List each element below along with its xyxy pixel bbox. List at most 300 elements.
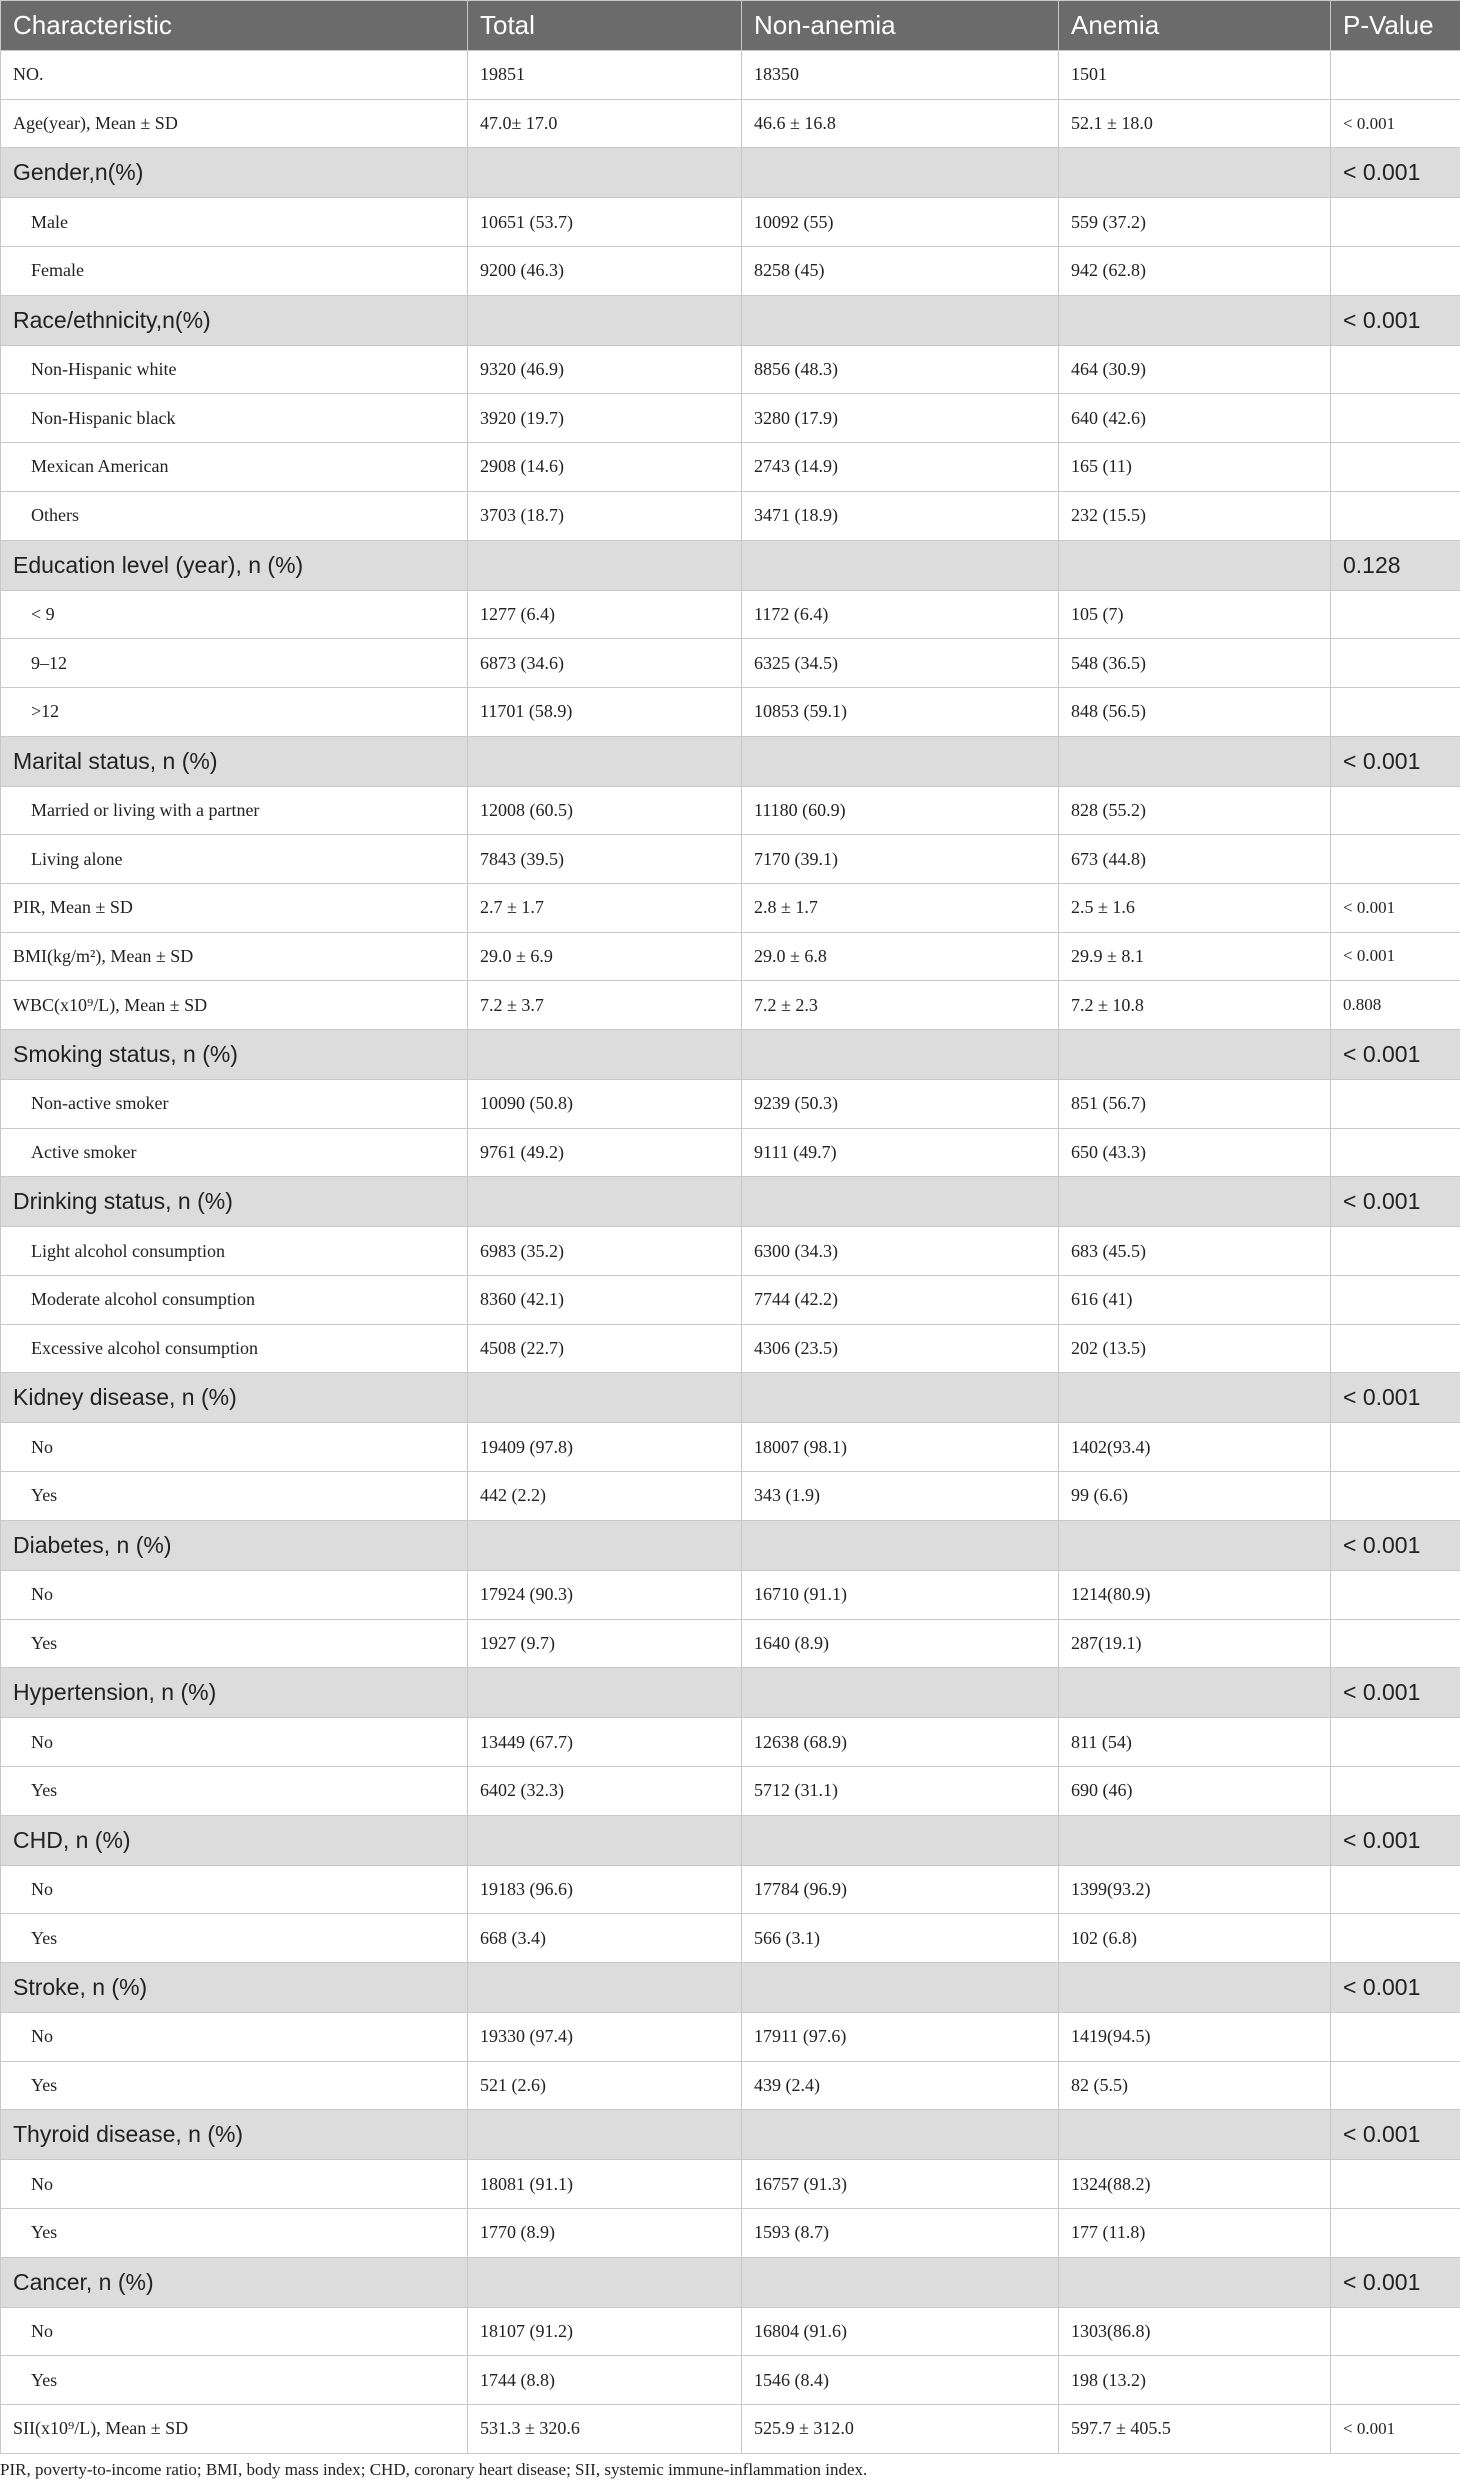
anemia-cell: 82 (5.5) [1059,2061,1331,2110]
characteristic-cell: Non-Hispanic black [1,394,468,443]
table-row [1,394,1460,443]
group-header-row [1,736,1460,786]
group-header-row [1,1030,1460,1080]
anemia-cell: 2.5 ± 1.6 [1059,883,1331,932]
table-row [1,1276,1460,1325]
characteristic-cell: Mexican American [1,443,468,492]
table-row [1,1766,1460,1815]
non-anemia-cell: 1546 (8.4) [742,2356,1059,2405]
non-anemia-cell: 5712 (31.1) [742,1766,1059,1815]
total-cell [468,1962,742,2012]
anemia-cell [1059,1373,1331,1423]
p-value-cell: < 0.001 [1331,736,1460,786]
non-anemia-cell [742,736,1059,786]
p-value-cell: < 0.001 [1331,1373,1460,1423]
anemia-cell: 52.1 ± 18.0 [1059,99,1331,148]
anemia-cell: 616 (41) [1059,1276,1331,1325]
total-cell: 7.2 ± 3.7 [468,981,742,1030]
characteristic-cell: Light alcohol consumption [1,1227,468,1276]
table-row [1,786,1460,835]
characteristic-cell: Education level (year), n (%) [1,540,468,590]
total-cell: 10090 (50.8) [468,1080,742,1129]
table-row [1,51,1460,100]
total-cell: 7843 (39.5) [468,835,742,884]
non-anemia-cell: 3280 (17.9) [742,394,1059,443]
p-value-cell [1331,1472,1460,1521]
total-cell: 12008 (60.5) [468,786,742,835]
total-cell: 3920 (19.7) [468,394,742,443]
non-anemia-cell: 7170 (39.1) [742,835,1059,884]
non-anemia-cell: 7744 (42.2) [742,1276,1059,1325]
p-value-cell [1331,247,1460,296]
anemia-cell [1059,1815,1331,1865]
non-anemia-cell: 525.9 ± 312.0 [742,2405,1059,2454]
anemia-cell: 848 (56.5) [1059,687,1331,736]
group-header-row [1,1373,1460,1423]
table-row [1,1080,1460,1129]
total-cell: 6983 (35.2) [468,1227,742,1276]
p-value-cell: < 0.001 [1331,1668,1460,1718]
characteristic-cell: Active smoker [1,1128,468,1177]
p-value-cell [1331,1570,1460,1619]
total-cell: 29.0 ± 6.9 [468,932,742,981]
p-value-cell: < 0.001 [1331,1520,1460,1570]
non-anemia-cell [742,1962,1059,2012]
table-row [1,247,1460,296]
anemia-cell: 942 (62.8) [1059,247,1331,296]
anemia-cell: 105 (7) [1059,590,1331,639]
anemia-cell [1059,540,1331,590]
header-anemia: Anemia [1059,1,1331,51]
total-cell: 1277 (6.4) [468,590,742,639]
table-row [1,932,1460,981]
p-value-cell [1331,2356,1460,2405]
total-cell: 531.3 ± 320.6 [468,2405,742,2454]
characteristic-cell: Yes [1,2209,468,2258]
non-anemia-cell: 7.2 ± 2.3 [742,981,1059,1030]
p-value-cell: < 0.001 [1331,2257,1460,2307]
p-value-cell [1331,639,1460,688]
header-row [1,1,1460,51]
p-value-cell [1331,2160,1460,2209]
anemia-cell: 102 (6.8) [1059,1914,1331,1963]
characteristic-cell: Yes [1,2061,468,2110]
total-cell: 1744 (8.8) [468,2356,742,2405]
total-cell [468,736,742,786]
characteristic-cell: Moderate alcohol consumption [1,1276,468,1325]
total-cell [468,540,742,590]
characteristic-cell: Smoking status, n (%) [1,1030,468,1080]
group-header-row [1,1815,1460,1865]
table-row [1,835,1460,884]
total-cell: 13449 (67.7) [468,1718,742,1767]
table-footnote: PIR, poverty-to-income ratio; BMI, body mass index; CHD, coronary heart disease; SII, systemic immune-inflammation index. [0,2460,868,2479]
total-cell [468,148,742,198]
table-row [1,2160,1460,2209]
p-value-cell [1331,51,1460,100]
total-cell: 19183 (96.6) [468,1865,742,1914]
group-header-row [1,1668,1460,1718]
characteristic-cell: NO. [1,51,468,100]
header-characteristic: Characteristic [1,1,468,51]
p-value-cell: 0.128 [1331,540,1460,590]
non-anemia-cell: 10853 (59.1) [742,687,1059,736]
p-value-cell: 0.808 [1331,981,1460,1030]
anemia-cell: 1501 [1059,51,1331,100]
non-anemia-cell [742,295,1059,345]
p-value-cell [1331,687,1460,736]
p-value-cell: < 0.001 [1331,148,1460,198]
anemia-cell: 559 (37.2) [1059,198,1331,247]
characteristic-cell: < 9 [1,590,468,639]
characteristic-cell: No [1,1423,468,1472]
total-cell: 8360 (42.1) [468,1276,742,1325]
characteristic-cell: Marital status, n (%) [1,736,468,786]
total-cell: 19851 [468,51,742,100]
p-value-cell [1331,590,1460,639]
p-value-cell: < 0.001 [1331,99,1460,148]
table-row [1,2307,1460,2356]
p-value-cell: < 0.001 [1331,932,1460,981]
p-value-cell [1331,345,1460,394]
total-cell: 2.7 ± 1.7 [468,883,742,932]
characteristic-cell: No [1,1865,468,1914]
total-cell: 18107 (91.2) [468,2307,742,2356]
p-value-cell [1331,491,1460,540]
non-anemia-cell: 46.6 ± 16.8 [742,99,1059,148]
group-header-row [1,1177,1460,1227]
non-anemia-cell [742,1373,1059,1423]
characteristic-cell: Yes [1,1619,468,1668]
table-row [1,1914,1460,1963]
non-anemia-cell: 4306 (23.5) [742,1324,1059,1373]
total-cell: 6873 (34.6) [468,639,742,688]
characteristic-cell: Gender,n(%) [1,148,468,198]
characteristic-cell: >12 [1,687,468,736]
anemia-cell: 198 (13.2) [1059,2356,1331,2405]
anemia-cell: 7.2 ± 10.8 [1059,981,1331,1030]
total-cell: 18081 (91.1) [468,2160,742,2209]
anemia-cell [1059,295,1331,345]
p-value-cell [1331,786,1460,835]
characteristic-cell: No [1,1718,468,1767]
anemia-cell [1059,1520,1331,1570]
non-anemia-cell: 566 (3.1) [742,1914,1059,1963]
anemia-cell: 1399(93.2) [1059,1865,1331,1914]
table-row [1,1570,1460,1619]
p-value-cell [1331,1766,1460,1815]
table-row [1,2356,1460,2405]
anemia-cell: 177 (11.8) [1059,2209,1331,2258]
non-anemia-cell: 16757 (91.3) [742,2160,1059,2209]
p-value-cell [1331,2012,1460,2061]
total-cell [468,1815,742,1865]
anemia-cell: 828 (55.2) [1059,786,1331,835]
anemia-cell: 232 (15.5) [1059,491,1331,540]
table-row [1,2209,1460,2258]
characteristic-cell: Yes [1,1914,468,1963]
non-anemia-cell: 17784 (96.9) [742,1865,1059,1914]
table-body [1,51,1460,2454]
anemia-cell: 1303(86.8) [1059,2307,1331,2356]
characteristic-cell: Female [1,247,468,296]
non-anemia-cell [742,2110,1059,2160]
anemia-cell: 99 (6.6) [1059,1472,1331,1521]
anemia-cell: 202 (13.5) [1059,1324,1331,1373]
anemia-cell: 811 (54) [1059,1718,1331,1767]
non-anemia-cell: 343 (1.9) [742,1472,1059,1521]
anemia-cell: 548 (36.5) [1059,639,1331,688]
characteristic-cell: Yes [1,2356,468,2405]
anemia-cell: 851 (56.7) [1059,1080,1331,1129]
anemia-cell: 1324(88.2) [1059,2160,1331,2209]
non-anemia-cell [742,1520,1059,1570]
p-value-cell [1331,1619,1460,1668]
anemia-cell: 165 (11) [1059,443,1331,492]
p-value-cell [1331,2307,1460,2356]
header-total: Total [468,1,742,51]
total-cell: 11701 (58.9) [468,687,742,736]
anemia-cell [1059,1177,1331,1227]
group-header-row [1,2110,1460,2160]
p-value-cell: < 0.001 [1331,1815,1460,1865]
group-header-row [1,540,1460,590]
p-value-cell [1331,1080,1460,1129]
non-anemia-cell: 10092 (55) [742,198,1059,247]
anemia-cell [1059,148,1331,198]
anemia-cell [1059,1962,1331,2012]
non-anemia-cell [742,1815,1059,1865]
total-cell: 1927 (9.7) [468,1619,742,1668]
non-anemia-cell: 1593 (8.7) [742,2209,1059,2258]
characteristic-cell: Married or living with a partner [1,786,468,835]
anemia-cell: 690 (46) [1059,1766,1331,1815]
characteristic-cell: No [1,2307,468,2356]
total-cell: 2908 (14.6) [468,443,742,492]
characteristic-cell: Race/ethnicity,n(%) [1,295,468,345]
non-anemia-cell: 16710 (91.1) [742,1570,1059,1619]
total-cell [468,2257,742,2307]
total-cell: 9320 (46.9) [468,345,742,394]
p-value-cell: < 0.001 [1331,2110,1460,2160]
characteristic-cell: Kidney disease, n (%) [1,1373,468,1423]
characteristic-cell: Yes [1,1472,468,1521]
non-anemia-cell: 29.0 ± 6.8 [742,932,1059,981]
characteristic-cell: SII(x10⁹/L), Mean ± SD [1,2405,468,2454]
characteristic-cell: Thyroid disease, n (%) [1,2110,468,2160]
non-anemia-cell [742,1668,1059,1718]
p-value-cell: < 0.001 [1331,295,1460,345]
total-cell: 19330 (97.4) [468,2012,742,2061]
non-anemia-cell: 6300 (34.3) [742,1227,1059,1276]
anemia-cell: 640 (42.6) [1059,394,1331,443]
group-header-row [1,2257,1460,2307]
table-row [1,639,1460,688]
anemia-cell: 464 (30.9) [1059,345,1331,394]
anemia-cell: 650 (43.3) [1059,1128,1331,1177]
characteristic-cell: WBC(x10⁹/L), Mean ± SD [1,981,468,1030]
group-header-row [1,1520,1460,1570]
table-row [1,590,1460,639]
anemia-cell: 29.9 ± 8.1 [1059,932,1331,981]
table-row [1,1227,1460,1276]
anemia-cell [1059,2110,1331,2160]
p-value-cell [1331,1227,1460,1276]
non-anemia-cell: 8856 (48.3) [742,345,1059,394]
p-value-cell [1331,1865,1460,1914]
anemia-cell [1059,736,1331,786]
header-non-anemia: Non-anemia [742,1,1059,51]
table-row [1,1128,1460,1177]
characteristic-cell: Hypertension, n (%) [1,1668,468,1718]
characteristic-cell: PIR, Mean ± SD [1,883,468,932]
characteristic-cell: No [1,2160,468,2209]
non-anemia-cell: 1640 (8.9) [742,1619,1059,1668]
non-anemia-cell [742,1177,1059,1227]
characteristic-cell: Drinking status, n (%) [1,1177,468,1227]
table-row [1,1324,1460,1373]
characteristic-cell: Cancer, n (%) [1,2257,468,2307]
non-anemia-cell [742,2257,1059,2307]
non-anemia-cell: 439 (2.4) [742,2061,1059,2110]
non-anemia-cell: 11180 (60.9) [742,786,1059,835]
non-anemia-cell: 17911 (97.6) [742,2012,1059,2061]
characteristic-cell: CHD, n (%) [1,1815,468,1865]
p-value-cell [1331,1128,1460,1177]
non-anemia-cell [742,1030,1059,1080]
p-value-cell [1331,1423,1460,1472]
table-row [1,883,1460,932]
table-row [1,2061,1460,2110]
total-cell [468,1373,742,1423]
total-cell: 9200 (46.3) [468,247,742,296]
p-value-cell [1331,394,1460,443]
header-p-value: P-Value [1331,1,1460,51]
non-anemia-cell: 2743 (14.9) [742,443,1059,492]
anemia-cell: 1419(94.5) [1059,2012,1331,2061]
characteristic-cell: 9–12 [1,639,468,688]
table-row [1,687,1460,736]
total-cell: 47.0± 17.0 [468,99,742,148]
characteristic-cell: Excessive alcohol consumption [1,1324,468,1373]
total-cell: 1770 (8.9) [468,2209,742,2258]
anemia-cell: 683 (45.5) [1059,1227,1331,1276]
total-cell: 6402 (32.3) [468,1766,742,1815]
group-header-row [1,295,1460,345]
characteristic-cell: No [1,2012,468,2061]
anemia-cell [1059,1030,1331,1080]
non-anemia-cell [742,540,1059,590]
table-row [1,99,1460,148]
table-row [1,198,1460,247]
characteristic-cell: Diabetes, n (%) [1,1520,468,1570]
total-cell: 17924 (90.3) [468,1570,742,1619]
non-anemia-cell [742,148,1059,198]
group-header-row [1,148,1460,198]
total-cell [468,1520,742,1570]
p-value-cell: < 0.001 [1331,1962,1460,2012]
p-value-cell [1331,1276,1460,1325]
total-cell: 3703 (18.7) [468,491,742,540]
non-anemia-cell: 12638 (68.9) [742,1718,1059,1767]
p-value-cell [1331,198,1460,247]
table-row [1,2405,1460,2454]
non-anemia-cell: 18350 [742,51,1059,100]
table-row [1,1619,1460,1668]
p-value-cell: < 0.001 [1331,1177,1460,1227]
p-value-cell [1331,835,1460,884]
p-value-cell [1331,2209,1460,2258]
characteristic-cell: Living alone [1,835,468,884]
total-cell: 521 (2.6) [468,2061,742,2110]
non-anemia-cell: 16804 (91.6) [742,2307,1059,2356]
non-anemia-cell: 9111 (49.7) [742,1128,1059,1177]
total-cell: 442 (2.2) [468,1472,742,1521]
p-value-cell: < 0.001 [1331,2405,1460,2454]
table-row [1,443,1460,492]
anemia-cell: 1402(93.4) [1059,1423,1331,1472]
non-anemia-cell: 3471 (18.9) [742,491,1059,540]
characteristic-cell: Age(year), Mean ± SD [1,99,468,148]
total-cell [468,1177,742,1227]
non-anemia-cell: 2.8 ± 1.7 [742,883,1059,932]
characteristic-cell: BMI(kg/m²), Mean ± SD [1,932,468,981]
p-value-cell: < 0.001 [1331,883,1460,932]
total-cell [468,295,742,345]
table-row [1,1865,1460,1914]
table-row [1,345,1460,394]
characteristic-cell: Yes [1,1766,468,1815]
p-value-cell: < 0.001 [1331,1030,1460,1080]
non-anemia-cell: 6325 (34.5) [742,639,1059,688]
group-header-row [1,1962,1460,2012]
p-value-cell [1331,443,1460,492]
non-anemia-cell: 1172 (6.4) [742,590,1059,639]
p-value-cell [1331,1324,1460,1373]
total-cell [468,1668,742,1718]
anemia-cell: 597.7 ± 405.5 [1059,2405,1331,2454]
p-value-cell [1331,1914,1460,1963]
anemia-cell: 287(19.1) [1059,1619,1331,1668]
total-cell: 9761 (49.2) [468,1128,742,1177]
anemia-cell [1059,2257,1331,2307]
total-cell: 4508 (22.7) [468,1324,742,1373]
non-anemia-cell: 18007 (98.1) [742,1423,1059,1472]
anemia-cell: 673 (44.8) [1059,835,1331,884]
total-cell [468,2110,742,2160]
characteristic-cell: No [1,1570,468,1619]
total-cell [468,1030,742,1080]
total-cell: 10651 (53.7) [468,198,742,247]
characteristic-cell: Stroke, n (%) [1,1962,468,2012]
table-row [1,981,1460,1030]
table-row [1,491,1460,540]
p-value-cell [1331,2061,1460,2110]
total-cell: 19409 (97.8) [468,1423,742,1472]
characteristic-cell: Non-Hispanic white [1,345,468,394]
table-row [1,2012,1460,2061]
non-anemia-cell: 8258 (45) [742,247,1059,296]
table-row [1,1472,1460,1521]
table-row [1,1718,1460,1767]
table-row [1,1423,1460,1472]
characteristic-cell: Others [1,491,468,540]
p-value-cell [1331,1718,1460,1767]
anemia-cell: 1214(80.9) [1059,1570,1331,1619]
characteristic-cell: Male [1,198,468,247]
anemia-cell [1059,1668,1331,1718]
characteristic-cell: Non-active smoker [1,1080,468,1129]
